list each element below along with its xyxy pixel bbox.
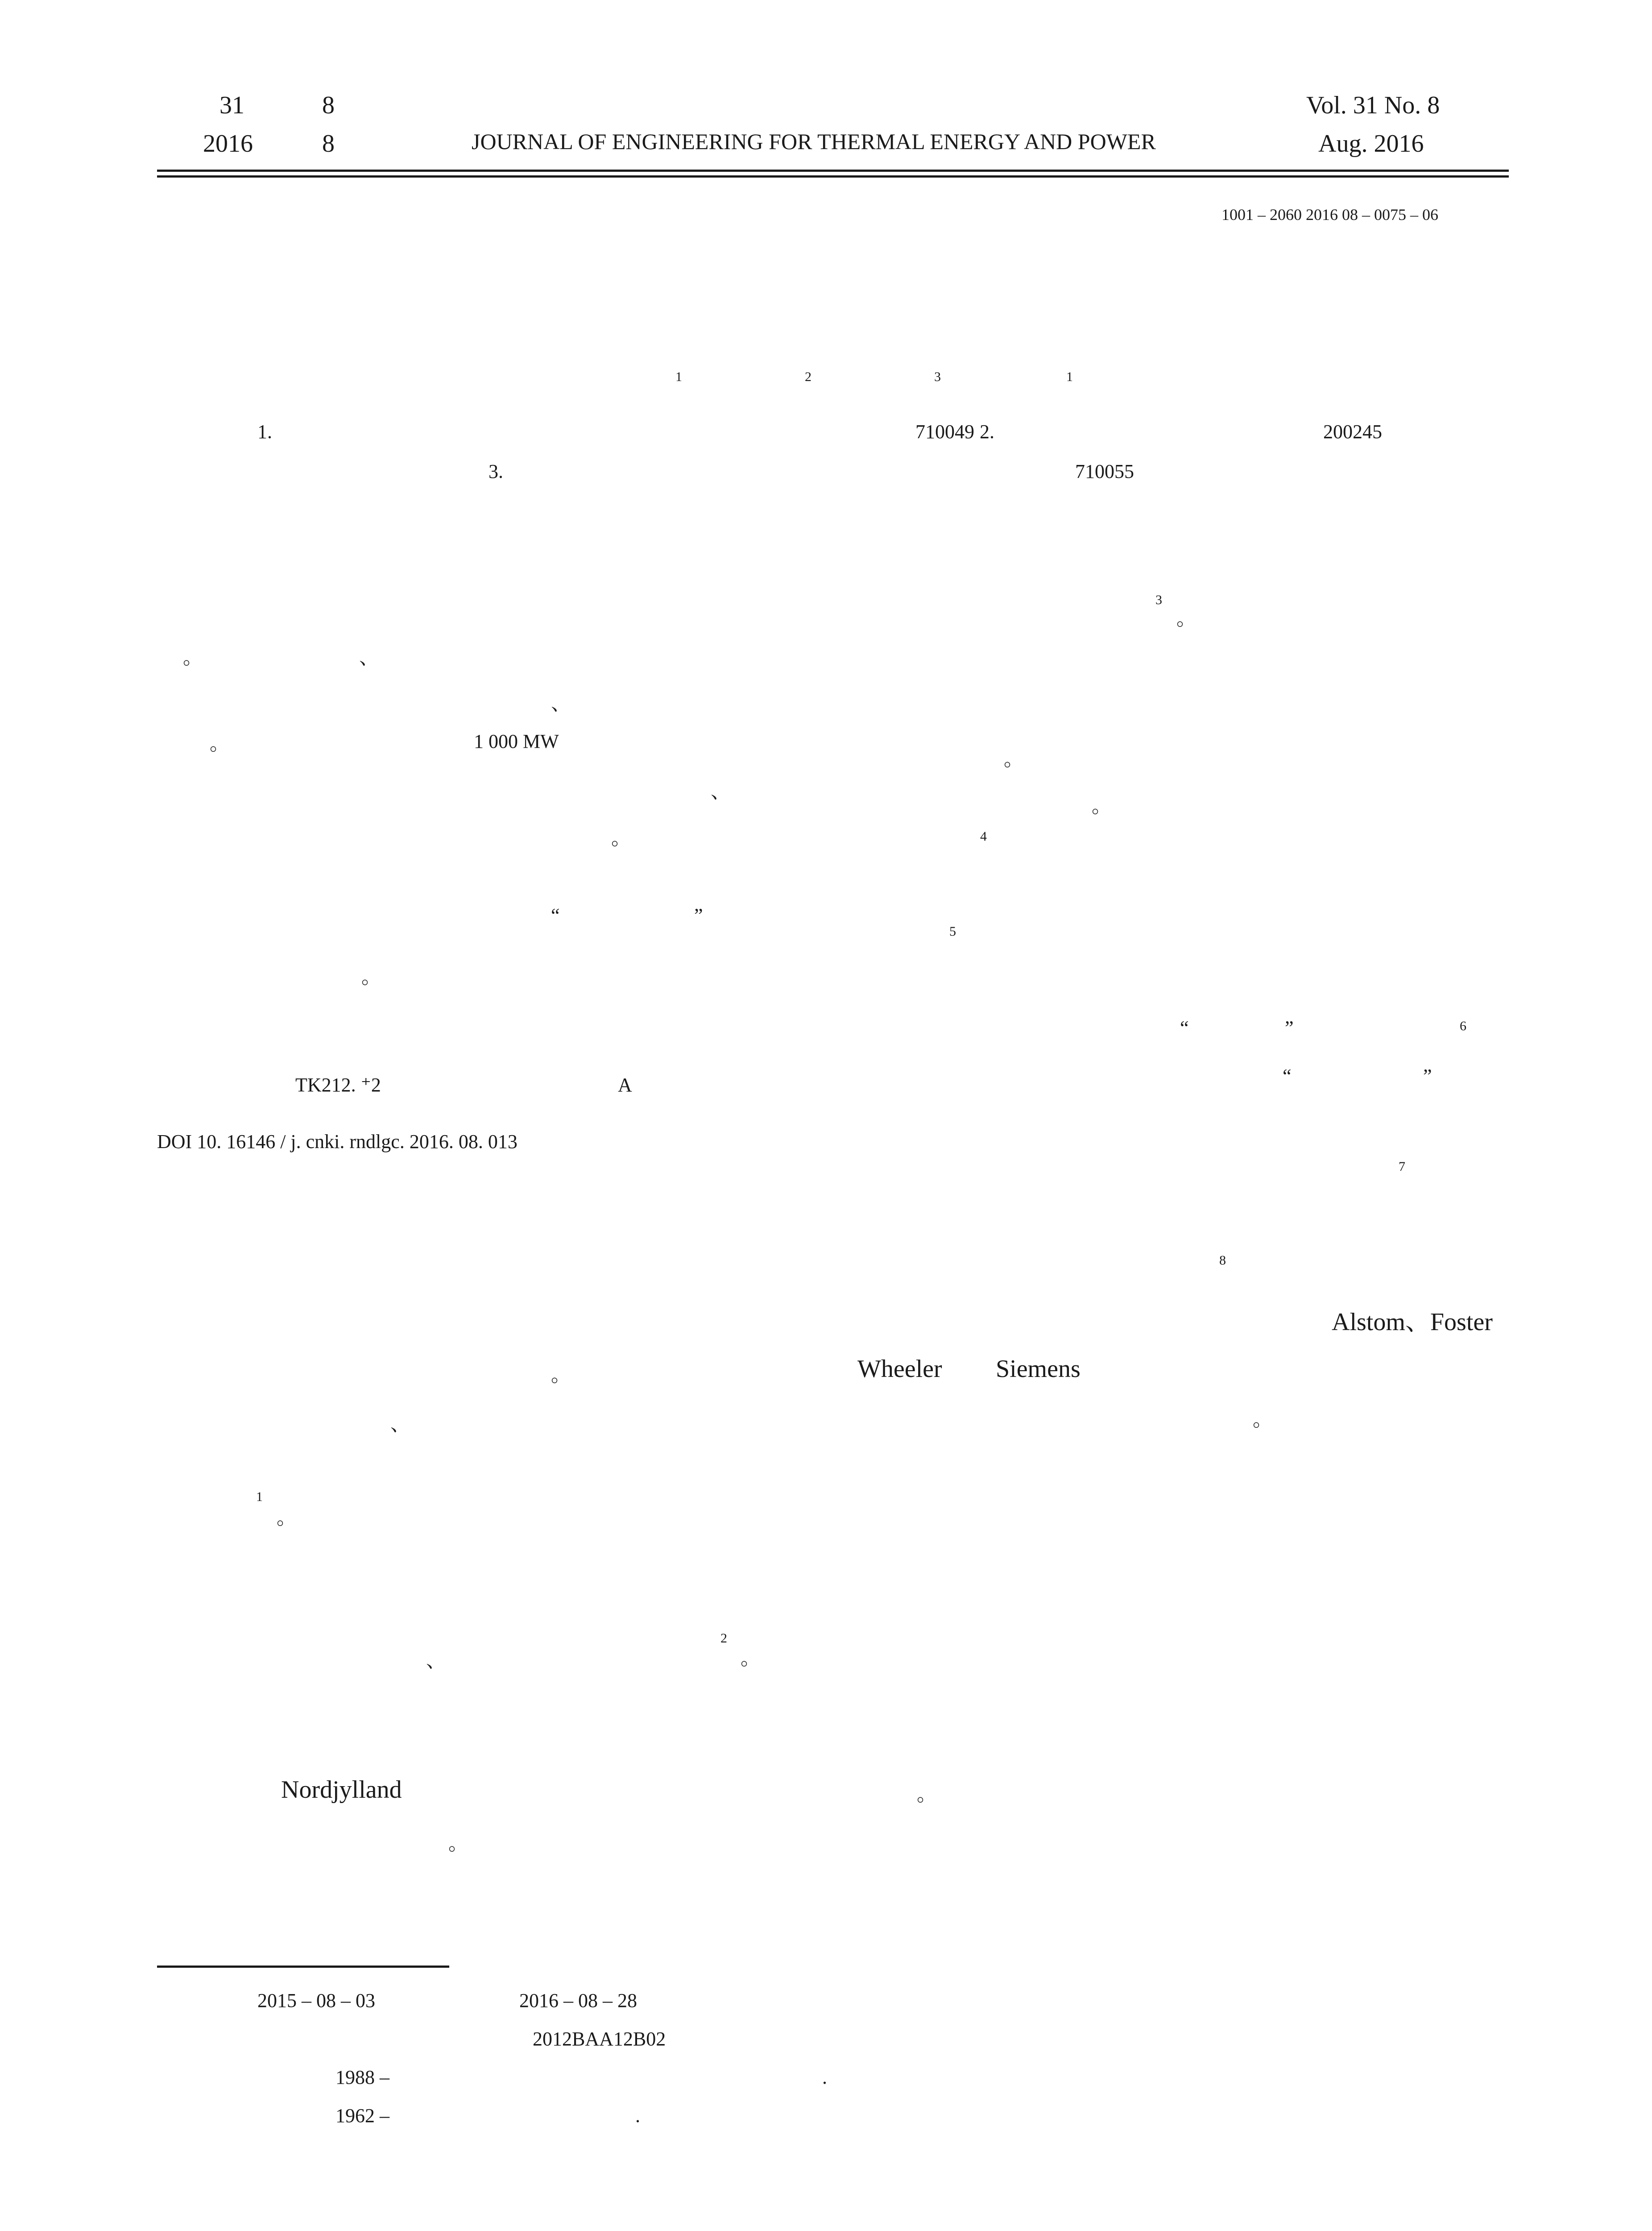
body-quote-open: “	[1283, 1065, 1292, 1087]
footnote-dot: .	[822, 2066, 827, 2088]
body-period: 。	[741, 1647, 760, 1669]
grant-number: 2012BAA12B02	[533, 2028, 666, 2050]
body-period: 。	[1004, 748, 1023, 770]
header-year: 2016	[203, 130, 253, 158]
affiliation-index: 1.	[257, 421, 272, 443]
body-period: 。	[917, 1783, 936, 1805]
affiliation-index: 3.	[489, 460, 503, 482]
author1-birth: 1988 –	[335, 2066, 389, 2088]
abstract-dun: 、	[551, 693, 571, 714]
citation-ref: 7	[1399, 1159, 1405, 1174]
author2-birth: 1962 –	[335, 2105, 389, 2127]
header-rule-top	[157, 170, 1509, 172]
abstract-quote-open: “	[551, 904, 560, 926]
body-period: 。	[1253, 1409, 1272, 1431]
author-sup: 1	[675, 369, 682, 384]
abstract-quote-close: ”	[694, 904, 703, 926]
body-period: 。	[1176, 608, 1196, 630]
citation-ref: 2	[720, 1631, 727, 1646]
body-period: 。	[551, 1364, 571, 1386]
body-dun: 、	[390, 1413, 410, 1435]
abstract-period: 。	[361, 966, 381, 988]
citation-ref: 3	[1155, 593, 1162, 607]
abstract-capacity: 1 000 MW	[474, 730, 559, 752]
body-quote-open: “	[1180, 1017, 1189, 1039]
footnote-rule	[157, 1966, 449, 1968]
header-volume-en: Vol. 31 No. 8	[1306, 91, 1440, 119]
journal-title: JOURNAL OF ENGINEERING FOR THERMAL ENERGY AND POWER	[472, 129, 1156, 154]
revised-date: 2016 – 08 – 28	[519, 1990, 637, 2011]
article-code: 1001 – 2060 2016 08 – 0075 – 06	[1221, 206, 1438, 224]
abstract-period: 。	[611, 827, 631, 849]
body-quote-close: ”	[1285, 1017, 1294, 1039]
body-period: 。	[1092, 795, 1111, 817]
body-dun: 、	[426, 1650, 446, 1671]
document-code: A	[618, 1074, 632, 1096]
abstract-dun: 、	[359, 647, 379, 668]
footnote-dot: .	[635, 2105, 640, 2127]
header-issue: 8	[322, 91, 335, 119]
received-date: 2015 – 08 – 03	[257, 1990, 375, 2011]
affiliation-zip: 710055	[1075, 460, 1134, 482]
abstract-dun: 、	[711, 780, 730, 802]
doi: DOI 10. 16146 / j. cnki. rndlgc. 2016. 08. 013	[157, 1131, 518, 1153]
citation-ref: 4	[980, 829, 987, 844]
author-sup: 1	[1066, 369, 1073, 384]
header-rule-bottom	[157, 175, 1509, 178]
citation-ref: 6	[1460, 1019, 1466, 1033]
affiliation-zip: 200245	[1323, 421, 1382, 443]
company-siemens: Siemens	[996, 1355, 1081, 1383]
abstract-period: 。	[210, 733, 229, 755]
header-date-en: Aug. 2016	[1318, 130, 1424, 158]
body-period: 。	[448, 1833, 468, 1854]
body-quote-close: ”	[1423, 1065, 1432, 1087]
place-name: Nordjylland	[281, 1776, 402, 1804]
affiliation-zip: 710049	[915, 421, 974, 443]
citation-ref: 1	[256, 1489, 263, 1504]
header-volume: 31	[219, 91, 244, 119]
company-wheeler: Wheeler	[857, 1355, 942, 1383]
body-period: 。	[277, 1507, 296, 1529]
author-sup: 2	[805, 369, 812, 384]
affiliation-index: 2.	[980, 421, 994, 443]
citation-ref: 8	[1219, 1253, 1226, 1268]
clc-number: TK212. ⁺2	[295, 1074, 381, 1096]
abstract-period: 。	[183, 647, 203, 668]
author-sup: 3	[934, 369, 941, 384]
header-month: 8	[322, 130, 335, 158]
citation-ref: 5	[949, 924, 956, 939]
company-names: Alstom、Foster	[1332, 1308, 1493, 1336]
